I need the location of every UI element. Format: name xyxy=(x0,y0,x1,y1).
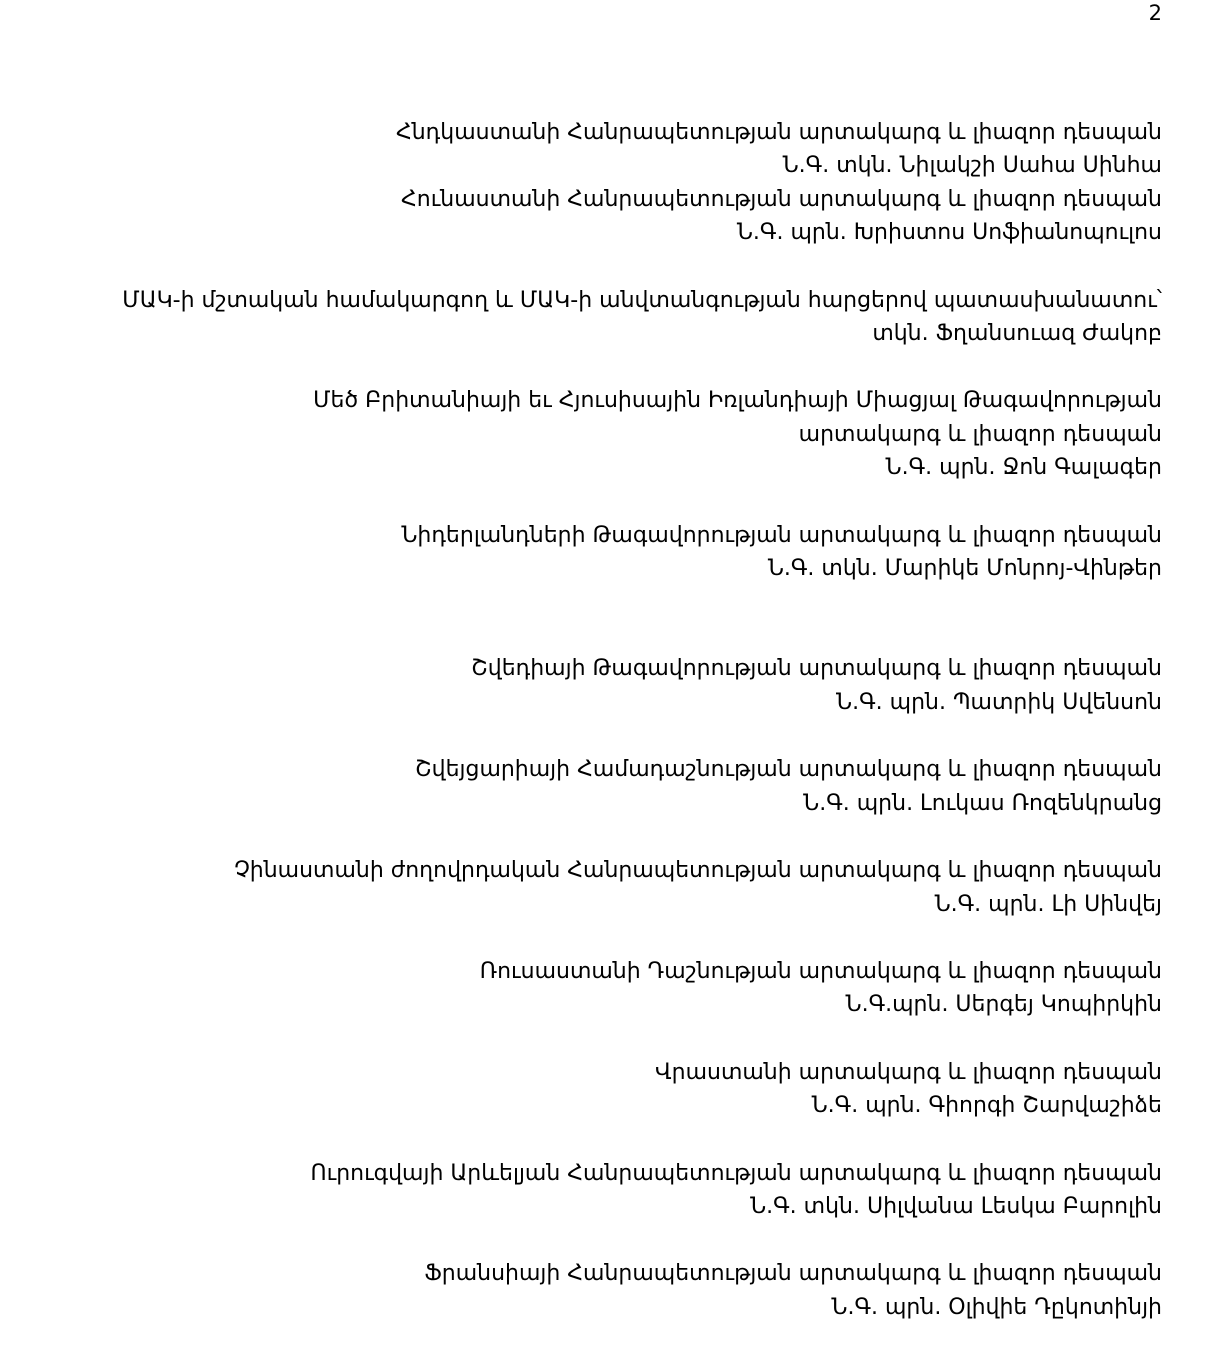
addressee-name: Ն.Գ. պրն. Ջոն Գալագեր xyxy=(885,455,1162,481)
addressee-name: Ն.Գ. պրն. Պատրիկ Սվենսոն xyxy=(836,689,1162,715)
addressee-block-france xyxy=(62,1257,1162,1324)
addressee-title: Մեծ Բրիտանիայի եւ Հյուսիսային Իռլանդիայի Միացյալ Թագավորության xyxy=(313,388,1162,414)
addressee-name: Ն.Գ. տկն. Մարիկե Մոնրոյ-Վինթեր xyxy=(767,556,1162,582)
addressee-name: Ն.Գ. պրն. Խրիստոս Սոֆիանոպուլոս xyxy=(736,220,1162,246)
addressee-block-netherlands xyxy=(62,519,1162,586)
addressee-name: Ն.Գ. պրն. Լի Սինվեյ xyxy=(934,891,1162,917)
addressee-title: Վրաստանի արտակարգ և լիազոր դեսպան xyxy=(655,1059,1162,1085)
addressee-block-un xyxy=(62,284,1162,351)
spacer xyxy=(62,820,1162,854)
spacer xyxy=(62,1022,1162,1056)
addressee-title: Նիդերլանդների Թագավորության արտակարգ և լիազոր դեսպան xyxy=(401,522,1162,548)
addressee-title: Շվեյցարիայի Համադաշնության արտակարգ և լիազոր դեսպան xyxy=(414,757,1162,783)
addressee-title: Հնդկաստանի Հանրապետության արտակարգ և լիազոր դեսպան xyxy=(395,120,1162,145)
addressee-block-india-greece xyxy=(62,116,1162,250)
addressee-title: Ռուսաստանի Դաշնության արտակարգ և լիազոր դեսպան xyxy=(479,958,1162,984)
spacer xyxy=(62,1223,1162,1257)
addressee-title: Շվեդիայի Թագավորության արտակարգ և լիազոր դեսպան xyxy=(471,656,1162,682)
addressee-title: ՄԱԿ-ի մշտական համակարգող և ՄԱԿ-ի անվտանգության հարցերով պատասխանատու՝ xyxy=(122,287,1162,313)
addressee-list xyxy=(62,116,1162,1324)
addressee-name: Ն.Գ.պրն. Սերգեյ Կոպիրկին xyxy=(845,992,1162,1018)
addressee-block-uk xyxy=(62,384,1162,484)
addressee-title: Ուրուգվայի Արևելյան Հանրապետության արտակարգ և լիազոր դեսպան xyxy=(310,1160,1162,1186)
addressee-title: արտակարգ և լիազոր դեսպան xyxy=(798,421,1162,447)
spacer xyxy=(62,921,1162,955)
addressee-block-sweden xyxy=(62,652,1162,719)
addressee-name: Ն.Գ. տկն. Նիլակշի Սահա Սինհա xyxy=(782,153,1162,179)
addressee-block-russia xyxy=(62,955,1162,1022)
addressee-block-georgia xyxy=(62,1056,1162,1123)
spacer xyxy=(62,250,1162,284)
spacer xyxy=(62,485,1162,519)
addressee-name: Ն.Գ. տկն. Սիլվանա Լեսկա Բարոլին xyxy=(750,1193,1162,1219)
addressee-block-uruguay xyxy=(62,1157,1162,1224)
addressee-block-switzerland xyxy=(62,753,1162,820)
addressee-title: Չինաստանի ժողովրդական Հանրապետության արտակարգ և լիազոր դեսպան xyxy=(234,858,1162,884)
addressee-name: Ն.Գ. պրն. Գիորգի Շարվաշիձե xyxy=(811,1093,1162,1119)
addressee-name: Ն.Գ. պրն. Օլիվիե Դըկոտինյի xyxy=(831,1294,1162,1320)
addressee-title: Ֆրանսիայի Հանրապետության արտակարգ և լիազոր դեսպան xyxy=(424,1261,1162,1287)
spacer xyxy=(62,1123,1162,1157)
addressee-name: Ն.Գ. պրն. Լուկաս Ռոզենկրանց xyxy=(803,790,1162,816)
page-number: 2 xyxy=(1148,1,1162,25)
addressee-block-china xyxy=(62,854,1162,921)
spacer xyxy=(62,350,1162,384)
addressee-title: Հունաստանի Հանրապետության արտակարգ և լիազոր դեսպան xyxy=(401,186,1162,212)
spacer xyxy=(62,585,1162,652)
addressee-name: տկն. Ֆղանսուազ Ժակոբ xyxy=(872,321,1162,347)
spacer xyxy=(62,719,1162,753)
